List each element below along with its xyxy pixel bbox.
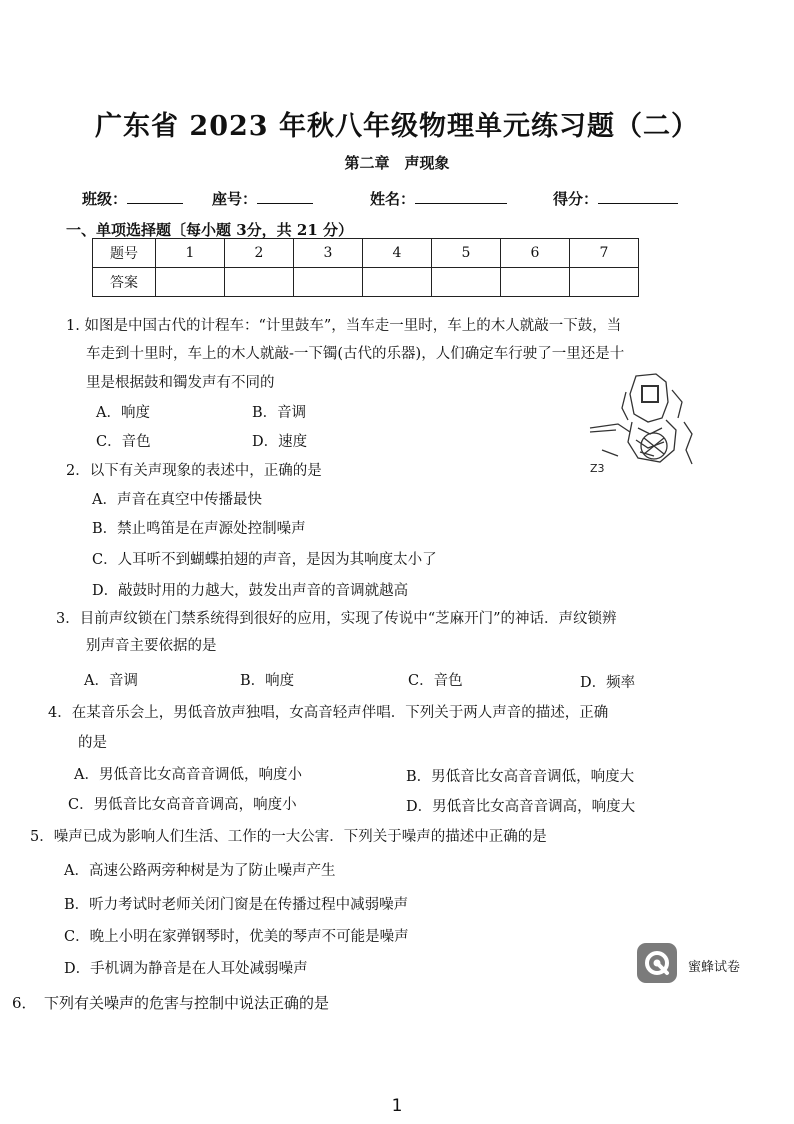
q1-option-d: D．速度	[252, 434, 308, 450]
page-number: 1	[391, 1096, 403, 1116]
seat-blank[interactable]	[257, 189, 313, 204]
chapter-subtitle: 第二章 声现象	[344, 154, 450, 172]
name-field	[370, 188, 507, 209]
answer-table	[92, 238, 639, 297]
answer-cell[interactable]	[570, 268, 639, 297]
class-blank[interactable]	[127, 189, 183, 204]
name-blank[interactable]	[415, 189, 507, 204]
answer-cell[interactable]	[501, 268, 570, 297]
score-label: 得分：	[553, 190, 599, 208]
q5-option-b: B．听力考试时老师关闭门窗是在传播过程中减弱噪声	[64, 897, 409, 913]
answer-cell[interactable]	[432, 268, 501, 297]
q5-option-d: D．手机调为静音是在人耳处减弱噪声	[64, 961, 308, 977]
q5-option-c: C．晚上小明在家弹钢琴时，优美的琴声不可能是噪声	[64, 929, 409, 945]
question-3-line-1: 3．目前声纹锁在门禁系统得到很好的应用，实现了传说中“芝麻开门”的神话．声纹锁辨	[56, 611, 617, 627]
q2-option-c: C．人耳听不到蝴蝶拍翅的声音，是因为其响度太小了	[92, 552, 437, 568]
answer-cell[interactable]	[156, 268, 225, 297]
table-row	[93, 268, 639, 297]
question-1-line-3: 里是根据鼓和镯发声有不同的	[86, 375, 275, 391]
answer-cell[interactable]	[363, 268, 432, 297]
seat-label: 座号：	[212, 190, 258, 208]
q2-option-d: D．敲鼓时用的力越大，鼓发出声音的音调就越高	[92, 583, 409, 599]
answer-cell[interactable]	[294, 268, 363, 297]
seat-field	[212, 188, 313, 209]
question-4-line-2: 的是	[78, 735, 107, 751]
q4-option-d: D．男低音比女高音音调高，响度大	[406, 799, 636, 815]
question-number-cell: 7	[570, 239, 639, 268]
class-label: 班级：	[82, 190, 128, 208]
question-3-line-2: 别声音主要依据的是	[86, 638, 217, 654]
q4-option-a: A．男低音比女高音音调低，响度小	[74, 767, 302, 783]
q2-option-b: B．禁止鸣笛是在声源处控制噪声	[92, 521, 306, 537]
watermark-text: 蜜蜂试卷	[688, 960, 741, 975]
q3-option-d: D．频率	[580, 675, 636, 691]
bee-logo-icon	[637, 943, 677, 983]
question-number-cell: 2	[225, 239, 294, 268]
question-number-cell: 4	[363, 239, 432, 268]
question-number-cell: 1	[156, 239, 225, 268]
q4-option-b: B．男低音比女高音音调低，响度大	[406, 769, 635, 785]
score-field	[553, 188, 678, 209]
q5-option-a: A．高速公路两旁种树是为了防止噪声产生	[64, 863, 336, 879]
q1-option-a: A．响度	[96, 405, 150, 421]
question-1-line-2: 车走到十里时，车上的木人就敲-一下镯(古代的乐器)，人们确定车行驶了一里还是十	[86, 346, 625, 362]
question-number-cell: 6	[501, 239, 570, 268]
question-4-line-1: 4．在某音乐会上，男低音放声独唱，女高音轻声伴唱．下列关于两人声音的描述，正确	[48, 705, 609, 721]
answer-cell[interactable]	[225, 268, 294, 297]
question-5-line-1: 5．噪声已成为影响人们生活、工作的一大公害．下列关于噪声的描述中正确的是	[30, 829, 547, 845]
q1-option-b: B．音调	[252, 405, 307, 421]
score-blank[interactable]	[598, 189, 678, 204]
table-header-cell: 题号	[93, 239, 156, 268]
question-2-line-1: 2．以下有关声现象的表述中，正确的是	[66, 463, 322, 479]
section-title: 一、单项选择题〔每小题 3分，共 21 分）	[66, 221, 353, 239]
drum-cart-illustration	[588, 372, 700, 476]
question-6-line-1: 6． 下列有关噪声的危害与控制中说法正确的是	[12, 994, 330, 1012]
question-number-cell: 5	[432, 239, 501, 268]
name-label: 姓名：	[370, 190, 416, 208]
illustration-caption: Z3	[590, 462, 605, 475]
q4-option-c: C．男低音比女高音音调高，响度小	[68, 797, 297, 813]
q1-option-c: C．音色	[96, 434, 151, 450]
table-row	[93, 239, 639, 268]
q2-option-a: A．声音在真空中传播最快	[92, 492, 262, 508]
question-number-cell: 3	[294, 239, 363, 268]
q3-option-a: A．音调	[84, 673, 138, 689]
page-title: 广东省 2023 年秋八年级物理单元练习题（二）	[95, 111, 699, 142]
q3-option-b: B．响度	[240, 673, 295, 689]
class-field	[82, 188, 183, 209]
table-header-cell: 答案	[93, 268, 156, 297]
q3-option-c: C．音色	[408, 673, 463, 689]
question-1-line-1: 1. 如图是中国古代的计程车：“计里鼓车”，当车走一里时，车上的木人就敲一下鼓，当	[66, 318, 622, 334]
